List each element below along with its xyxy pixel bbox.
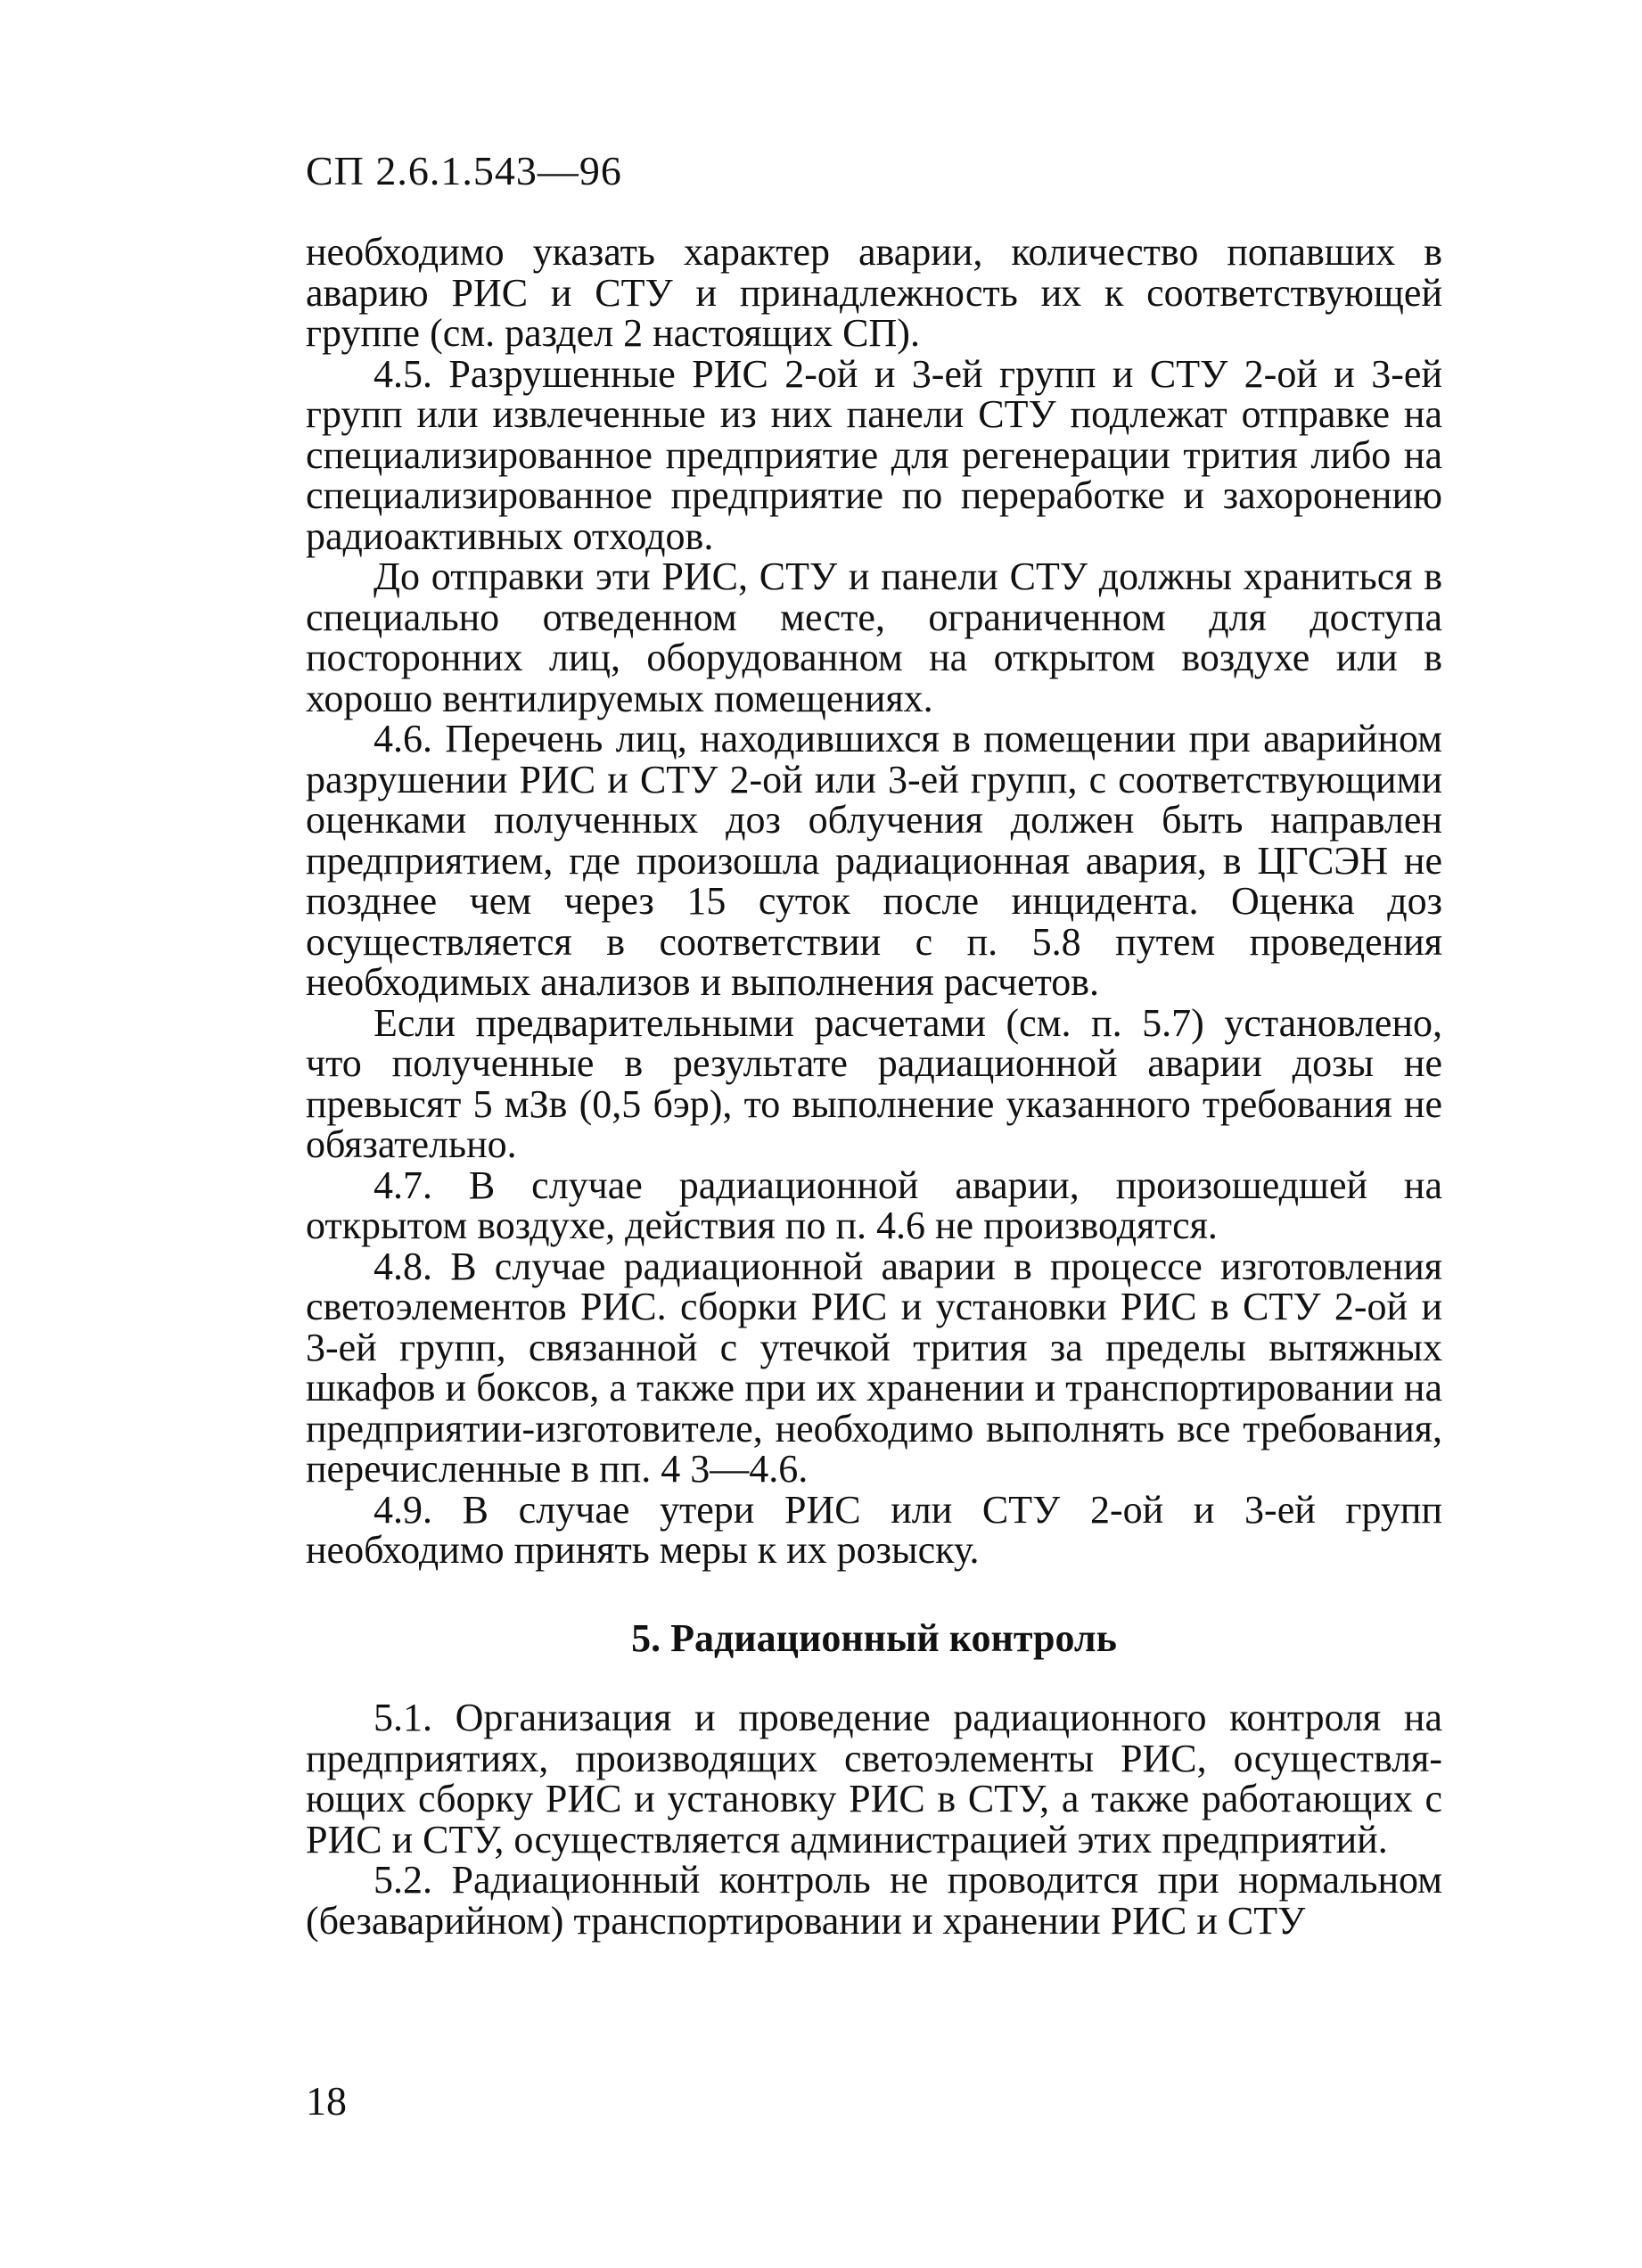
paragraph-continuation: необходимо указать характер аварии, количество попавших в аварию РИС и СТУ и принадлежность их к соответствующей группе (см. раздел 2 настоящих СП). — [306, 230, 1442, 355]
paragraph-4-6-exception: Если предварительными расчетами (см. п. 5.7) установлено, что полученные в результате радиационной аварии дозы не превысят 5 мЗв (0,5 бэр), то выполнение указанного требования не обязательно. — [306, 1000, 1442, 1166]
paragraph-4-6: 4.6. Перечень лиц, находившихся в помещении при аварийном разрушении РИС и СТУ 2-ой или 3-ей групп, с соответствующими оценками полученных доз облучения должен быть направлен предприятием, где произошла радиационная авария, в ЦГСЭН не позднее чем через 15 суток после инцидента. Оценка доз осуществляется в соответствии с п. 5.8 путем проведения необходимых анализов и выполнения расчетов. — [306, 717, 1442, 1004]
paragraph-4-5: 4.5. Разрушенные РИС 2-ой и 3-ей групп и СТУ 2-ой и 3-ей групп или извлеченные из них панели СТУ подлежат отправке на специализированное предприятие для регенерации трития либо на специализированное предприятие по переработке и захоронению радиоактивных отходов. — [306, 351, 1442, 558]
section-heading: 5. Радиационный контроль — [631, 1615, 1117, 1660]
document-body — [306, 232, 1442, 1941]
paragraph-4-7: 4.7. В случае радиационной аварии, произошедшей на открытом воздухе, действия по п. 4.6 не производятся. — [306, 1163, 1442, 1247]
paragraph-4-8: 4.8. В случае радиационной аварии в процессе изготовления светоэлементов РИС. сборки РИС и установки РИС в СТУ 2-ой и 3-ей групп, связанной с утечкой трития за пределы вытяжных шкафов и боксов, а также при их хранении и транспортировании на предприятии-изготовителе, необходимо выполнять все требования, перечисленные в пп. 4 3—4.6. — [306, 1244, 1442, 1491]
paragraph-5-1: 5.1. Организация и проведение радиационного контроля на предприятиях, производящих светоэлементы РИС, осуществляющих сборку РИС и установку РИС в СТУ, а также работающих с РИС и СТУ, осуществляется администрацией этих предприятий. — [306, 1696, 1442, 1861]
paragraph-4-5-storage: До отправки эти РИС, СТУ и панели СТУ должны храниться в специально отведенном месте, ограниченном для доступа посторонних лиц, оборудованном на открытом воздухе или в хорошо вентилируемых помещениях. — [306, 555, 1442, 720]
paragraph-4-9: 4.9. В случае утери РИС или СТУ 2-ой и 3-ей групп необходимо принять меры к их розыску. — [306, 1487, 1442, 1572]
page-number: 18 — [306, 2078, 347, 2124]
paragraph-5-2: 5.2. Радиационный контроль не проводится при нормальном (безаварийном) транспортировании и хранении РИС и СТУ — [306, 1858, 1442, 1943]
document-header: СП 2.6.1.543—96 — [306, 148, 622, 193]
